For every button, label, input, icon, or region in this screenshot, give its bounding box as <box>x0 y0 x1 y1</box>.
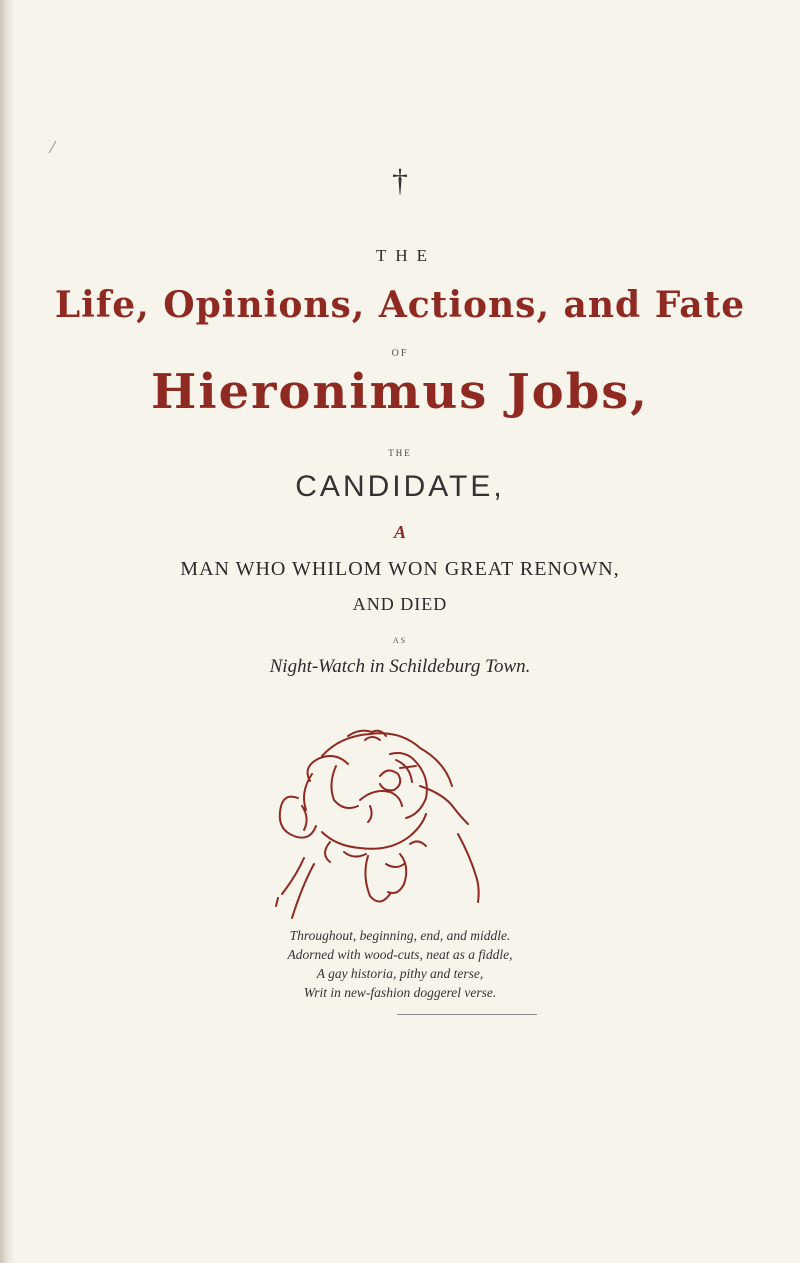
verse-block <box>0 926 800 1002</box>
candidate-heading: CANDIDATE, <box>295 470 505 503</box>
title-name: Hieronimus Jobs, <box>150 364 649 420</box>
cross-mark: † <box>392 162 408 198</box>
man-line: MAN WHO WHILOM WON GREAT RENOWN, <box>180 558 620 580</box>
night-watch-line: Night-Watch in Schildeburg Town. <box>269 656 531 677</box>
of-word: OF <box>391 348 409 359</box>
verse-line-1: Throughout, beginning, end, and middle. <box>289 928 511 943</box>
woodcut-sketch-icon <box>240 726 540 921</box>
verse-line-2: Adorned with wood-cuts, neat as a fiddle, <box>287 947 513 962</box>
a-letter: A <box>393 522 406 542</box>
verse-line-3: A gay historia, pithy and terse, <box>316 966 484 981</box>
closing-rule <box>397 1014 537 1015</box>
pencil-mark <box>49 141 57 154</box>
as-word: AS <box>392 636 408 645</box>
the-small: THE <box>388 448 412 458</box>
title-line-life: Life, Opinions, Actions, and Fate <box>54 284 746 326</box>
the-heading: THE <box>375 246 437 265</box>
verse-line-4: Writ in new-fashion doggerel verse. <box>303 985 497 1000</box>
and-died-line: AND DIED <box>352 594 448 614</box>
